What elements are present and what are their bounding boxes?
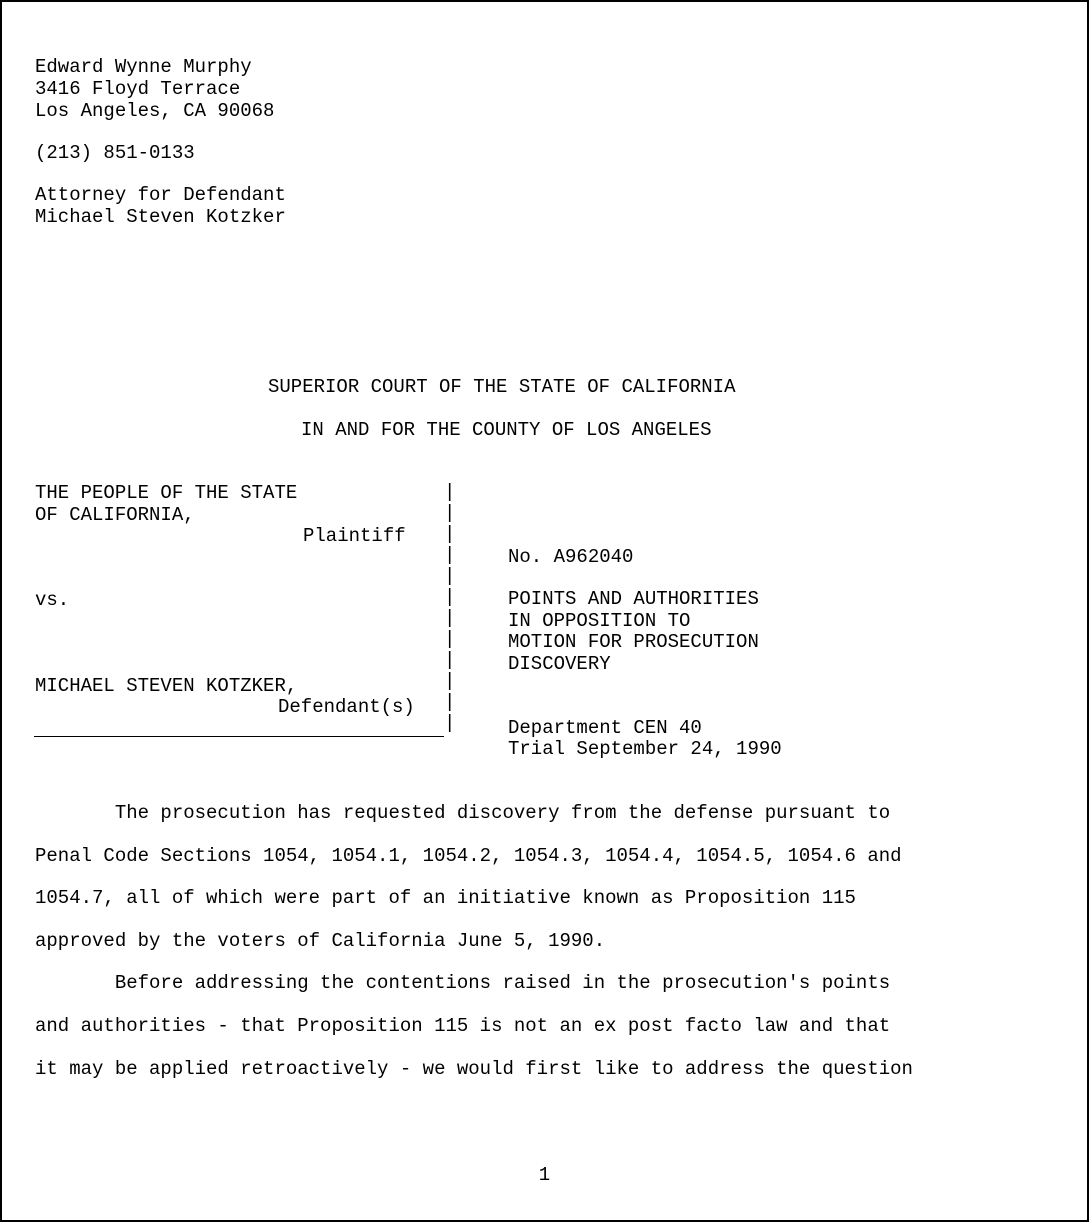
caption-separator: | | | | | | | | | | | | bbox=[444, 481, 456, 734]
body-paragraph-2-line-1: Before addressing the contentions raised in the prosecution's points bbox=[35, 972, 891, 994]
defendant-label: Defendant(s) bbox=[278, 696, 415, 718]
document-title-line-3: MOTION FOR PROSECUTION bbox=[508, 631, 759, 653]
body-paragraph-1-line-4: approved by the voters of California June 5, 1990. bbox=[35, 930, 606, 952]
body-paragraph-2-line-3: it may be applied retroactively - we would first like to address the question bbox=[35, 1058, 913, 1080]
plaintiff-line-2: OF CALIFORNIA, bbox=[35, 504, 195, 526]
versus-label: vs. bbox=[35, 589, 70, 611]
plaintiff-line-1: THE PEOPLE OF THE STATE bbox=[35, 482, 298, 504]
plaintiff-label: Plaintiff bbox=[303, 525, 406, 547]
body-paragraph-1-line-3: 1054.7, all of which were part of an initiative known as Proposition 115 bbox=[35, 887, 856, 909]
body-paragraph-1-line-2: Penal Code Sections 1054, 1054.1, 1054.2, 1054.3, 1054.4, 1054.5, 1054.6 and bbox=[35, 845, 902, 867]
address-line-2: Los Angeles, CA 90068 bbox=[35, 100, 275, 122]
attorney-name: Edward Wynne Murphy bbox=[35, 56, 252, 78]
attorney-role-block bbox=[35, 184, 286, 228]
page-number: 1 bbox=[538, 1164, 551, 1186]
trial-date: Trial September 24, 1990 bbox=[508, 738, 782, 760]
attorney-phone: (213) 851-0133 bbox=[35, 142, 195, 164]
body-paragraph-1-line-1: The prosecution has requested discovery from the defense pursuant to bbox=[35, 802, 891, 824]
caption-underline bbox=[34, 736, 444, 737]
document-title-line-2: IN OPPOSITION TO bbox=[508, 609, 691, 632]
address-line-1: 3416 Floyd Terrace bbox=[35, 78, 241, 100]
court-county: IN AND FOR THE COUNTY OF LOS ANGELES bbox=[301, 419, 712, 441]
client-name: Michael Steven Kotzker bbox=[35, 206, 286, 228]
attorney-role: Attorney for Defendant bbox=[35, 184, 286, 206]
court-title: SUPERIOR COURT OF THE STATE OF CALIFORNIA bbox=[268, 376, 736, 398]
department: Department CEN 40 bbox=[508, 717, 702, 739]
defendant-name: MICHAEL STEVEN KOTZKER, bbox=[35, 675, 298, 697]
body-paragraph-2-line-2: and authorities - that Proposition 115 is not an ex post facto law and that bbox=[35, 1015, 891, 1037]
document-title-line-4: DISCOVERY bbox=[508, 652, 611, 675]
attorney-address-block bbox=[35, 56, 274, 122]
case-number: No. A962040 bbox=[508, 546, 634, 568]
document-title-line-1: POINTS AND AUTHORITIES bbox=[508, 588, 759, 610]
document-title-block bbox=[508, 589, 759, 675]
